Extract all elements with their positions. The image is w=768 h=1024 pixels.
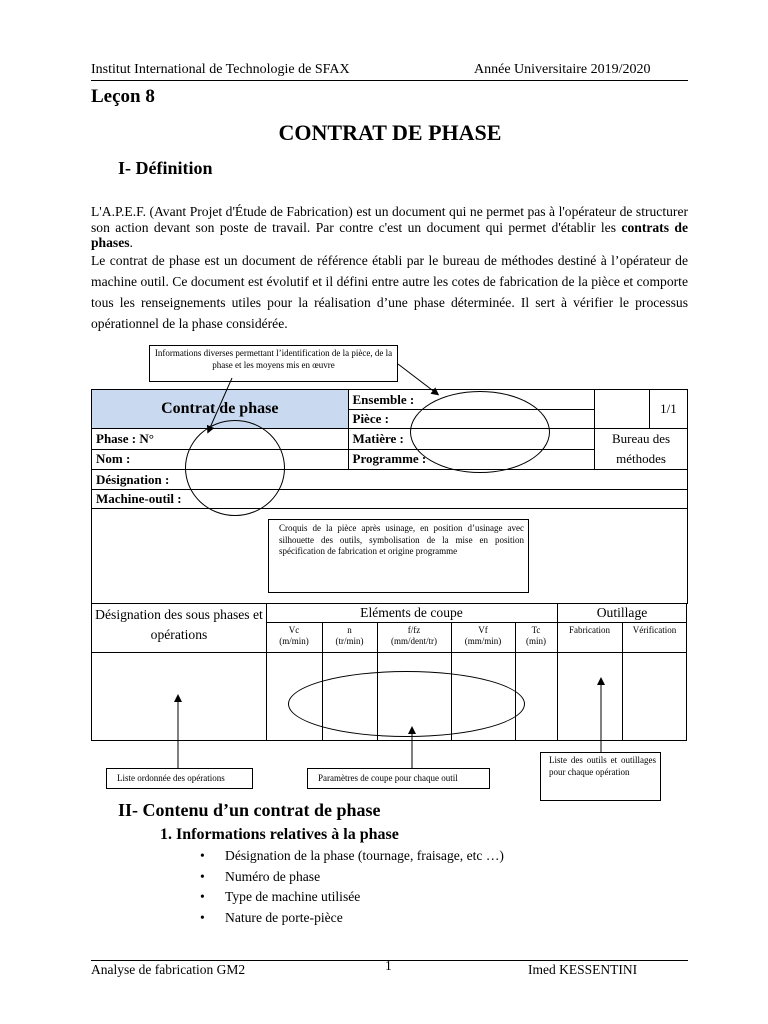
sub-n-unit: (tr/min) [335,636,364,646]
footer-page-number: 1 [385,958,392,973]
list-item: • Nature de porte-pièce [200,909,343,925]
piece-field: Pièce : [348,410,595,429]
list-item: • Type de machine utilisée [200,889,361,904]
sub-tc-label: Tc [531,625,541,635]
callout-croquis: Croquis de la pièce après usinage, en position d’usinage avec silhouette des outils, symbolisation de la mise en position spécification de fabrication et origine programme [268,519,529,593]
sub-f-unit: (mm/dent/tr) [391,636,437,646]
ensemble-field: Ensemble : [348,390,595,410]
sub-n-label: n [347,625,352,635]
phase-field: Phase : N° [92,429,349,450]
bureau-methodes: Bureau des méthodes [595,429,688,470]
sub-f-label: f/fz [407,625,421,635]
definition-paragraph-2: Le contrat de phase est un document de référence établi par le bureau de méthodes destiné à l’opérateur de machine outil. Ce document est évolutif et il défini entre autre les cotes de fabrication de la pièce et comporte tous les renseignements utiles pour la réalisation d’une phase déterminée. Il sert à vérifier le processus opérationnel de la phase considérée. [91,253,688,331]
callout-operations: Liste ordonnée des opérations [106,768,253,789]
footer-course: Analyse de fabrication GM2 [91,962,246,977]
matiere-field: Matière : [348,429,595,450]
sub-vf-label: Vf [478,625,488,635]
bullet-list [200,846,504,928]
section1-heading: I- Définition [118,158,213,178]
nom-field: Nom : [92,449,349,470]
bullet-text: Désignation de la phase (tournage, fraisage, etc …) [225,848,504,863]
lesson-label: Leçon 8 [91,86,155,107]
para1-end: . [129,235,133,250]
page-count: 1/1 [649,390,687,429]
sub-verification: Vérification [632,625,677,635]
header-institute: Institut International de Technologie de SFAX [91,62,350,77]
arrow-to-phase [209,378,232,430]
sub-tc-unit: (min) [526,636,546,646]
programme-field: Programme : [348,449,595,470]
callout-outils: Liste des outils et outillages pour chaque opération [540,752,661,801]
header-year: Année Universitaire 2019/2020 [474,62,651,77]
callout-identification: Informations diverses permettant l’identification de la pièce, de la phase et les moyens mis en œuvre [149,345,398,382]
sub-vc-unit: (m/min) [279,636,309,646]
col-outillage: Outillage [596,605,648,620]
col-designation: Désignation des sous phases et opérations [95,607,263,642]
bullet-text: Type de machine utilisée [225,889,361,904]
contrat-label: Contrat de phase [92,390,349,429]
section2-heading: II- Contenu d’un contrat de phase [118,800,381,820]
arrow-to-ensemble [398,364,436,393]
page-title: CONTRAT DE PHASE [278,120,502,145]
list-item: • Numéro de phase [200,868,321,884]
list-item: • Désignation de la phase (tournage, fraisage, etc …) [200,848,504,863]
bullet-text: Nature de porte-pièce [225,909,343,925]
bullet-text: Numéro de phase [225,868,321,884]
section2-sub1: 1. Informations relatives à la phase [160,826,399,843]
para1-text: L'A.P.E.F. (Avant Projet d'Étude de Fabrication) est un document qui ne permet pas à l'opérateur de structurer son action devant son poste de travail. Par contre c'est un document qui permet d'établir les [91,204,688,235]
col-elements-coupe: Eléments de coupe [360,605,463,620]
footer-author: Imed KESSENTINI [528,962,638,977]
sub-vc-label: Vc [288,625,300,635]
sub-vf-unit: (mm/min) [464,636,502,646]
sub-fabrication: Fabrication [569,625,610,635]
designation-field: Désignation : [92,470,688,490]
machine-outil-field: Machine-outil : [92,490,688,509]
para1-bold: contrats de phases [91,219,688,250]
callout-parametres: Paramètres de coupe pour chaque outil [307,768,490,789]
